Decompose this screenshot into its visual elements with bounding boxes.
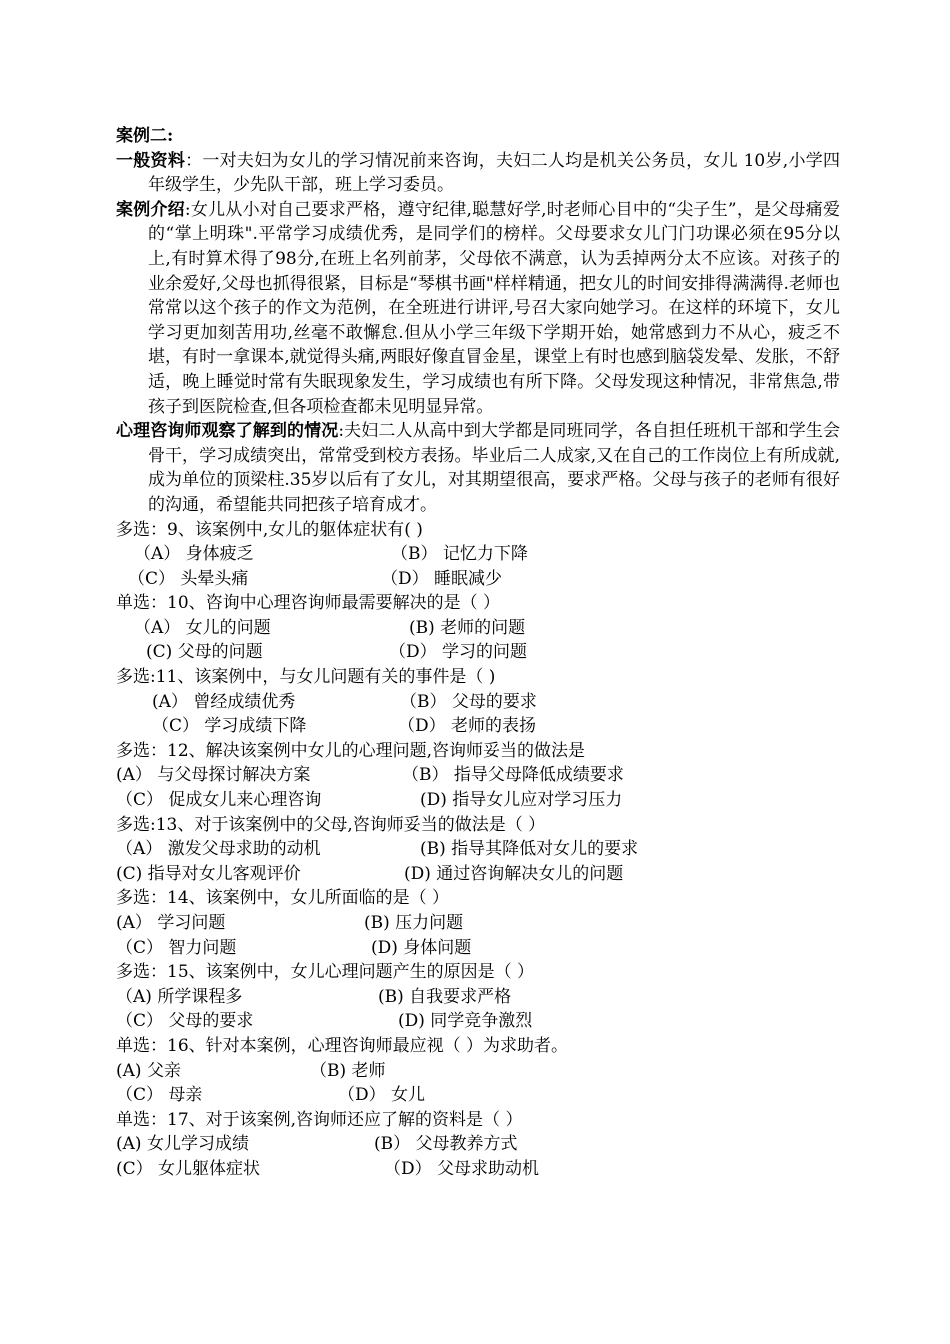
option-row (116, 837, 840, 862)
option-b: (B) 指导其降低对女儿的要求 (420, 839, 639, 860)
option-row (116, 542, 840, 567)
option-row (116, 763, 840, 788)
case-title: 案例二: (116, 126, 174, 146)
question-stem: 多选:11、该案例中，与女儿问题有关的事件是（ ) (116, 667, 496, 688)
observation-text: :夫妇二人从高中到大学都是同班同学，各自担任班机干部和学生会骨干，学习成绩突出，常常受到校方表扬。毕业后二人成家,又在自己的工作岗位上有所成就,成为单位的顶梁柱.35岁以后有了女儿，对其期望很高，要求严格。父母与孩子的老师有很好的沟通，希望能共同把孩子培育成才。 (148, 421, 840, 515)
general-info-paragraph (116, 149, 840, 198)
option-row (116, 936, 840, 961)
case-intro-paragraph (116, 198, 840, 419)
option-d: (D) 同学竞争激烈 (398, 1011, 533, 1032)
option-row (116, 616, 840, 641)
observation-paragraph (116, 419, 840, 517)
option-c: （C） 促成女儿来心理咨询 (116, 790, 322, 811)
option-a: （A） 身体疲乏 (134, 544, 254, 565)
option-row (116, 862, 840, 887)
case-intro-label: 案例介绍 (116, 199, 185, 220)
option-row (116, 985, 840, 1010)
option-row (116, 1132, 840, 1157)
question-stem: 单选：10、咨询中心理咨询师最需要解决的是（ ） (116, 593, 501, 614)
option-c: （C） 父母的要求 (116, 1011, 254, 1032)
option-b: （B) 老师 (310, 1060, 386, 1081)
case-intro-text: :女儿从小对自己要求严格，遵守纪律,聪慧好学,时老师心目中的“尖子生”，是父母痛爱的“掌上明珠".平常学习成绩优秀，是同学们的榜样。父母要求女儿门门功课必须在95分以上,有时算术得了98分,在班上名列前茅，父母依不满意，认为丢掉两分太不应该。对孩子的业余爱好,父母也抓得很紧，目标是“琴棋书画"样样精通，把女儿的时间安排得满满得.老师也常常以这个孩子的作文为范例，在全班进行讲评,号召大家向她学习。在这样的环境下，女儿学习更加刻苦用功,丝毫不敢懈怠.但从小学三年级下学期开始，她常感到力不从心，疲乏不堪，有时一拿课本,就觉得头痛,两眼好像直冒金星，课堂上有时也感到脑袋发晕、发胀，不舒适，晚上睡觉时常有失眠现象发生，学习成绩也有所下降。父母发现这种情况，非常焦急,带孩子到医院检查,但各项检查都未见明显异常。 (148, 199, 840, 417)
option-d: （D） 睡眠减少 (381, 568, 503, 589)
option-c: （C） 智力问题 (116, 937, 237, 958)
general-info-label: 一般资料 (116, 150, 186, 171)
question-stem: 多选：14、该案例中，女儿所面临的是（ ） (116, 888, 450, 909)
option-a: (A) 父亲 (116, 1060, 181, 1081)
option-d: （D） 父母求助动机 (384, 1158, 540, 1179)
question-stem: 多选:13、对于该案例中的父母,咨询师妥当的做法是（ ） (116, 814, 546, 835)
option-d: （D） 女儿 (338, 1085, 426, 1106)
option-b: (B) 自我要求严格 (378, 986, 512, 1007)
option-a: (A） 曾经成绩优秀 (152, 691, 296, 712)
option-row (116, 1157, 840, 1182)
option-row (116, 1059, 840, 1084)
option-d: （D） 老师的表扬 (398, 716, 537, 737)
general-info-text: ：一对夫妇为女儿的学习情况前来咨询，夫妇二人均是机关公务员，女儿 10岁,小学四年级学生，少先队干部，班上学习委员。 (148, 150, 840, 196)
question-stem: 多选：15、该案例中，女儿心理问题产生的原因是（ ） (116, 962, 535, 983)
option-b: （B） 记忆力下降 (391, 544, 528, 565)
option-c: (C) 指导对女儿客观评价 (116, 863, 301, 884)
option-c: (C) 父母的问题 (146, 642, 263, 663)
option-d: （D） 学习的问题 (389, 642, 528, 663)
question-stem: 多选：9、该案例中,女儿的躯体症状有( ) (116, 519, 423, 540)
option-row (116, 714, 840, 739)
option-b: (B) 压力问题 (364, 913, 464, 933)
option-b: (B） 父母教养方式 (374, 1134, 518, 1155)
document-page (116, 124, 840, 1182)
option-row (116, 690, 840, 715)
option-a: （A） 女儿的问题 (134, 617, 271, 638)
option-row (116, 1009, 840, 1034)
option-a: (A） 学习问题 (116, 913, 226, 933)
question-stem: 单选：17、对于该案例,咨询师还应了解的资料是（ ） (116, 1109, 523, 1130)
option-d: (D) 通过咨询解决女儿的问题 (404, 863, 624, 884)
option-a: (A） 与父母探讨解决方案 (116, 765, 311, 786)
option-a: （A） 激发父母求助的动机 (116, 839, 321, 860)
option-row (116, 640, 840, 665)
option-row (116, 567, 840, 592)
option-a: (A) 女儿学习成绩 (116, 1134, 249, 1155)
option-c: （C） 母亲 (116, 1085, 203, 1106)
option-c: （C） 学习成绩下降 (152, 716, 307, 737)
option-row (116, 1083, 840, 1108)
option-a: （A) 所学课程多 (116, 986, 243, 1007)
option-d: (D) 指导女儿应对学习压力 (420, 790, 623, 811)
option-row (116, 911, 840, 936)
option-b: (B) 老师的问题 (409, 617, 526, 638)
option-row (116, 788, 840, 813)
observation-label: 心理咨询师观察了解到的情况 (116, 421, 339, 442)
option-c: (C） 女儿躯体症状 (116, 1158, 261, 1179)
option-b: （B） 指导父母降低成绩要求 (402, 765, 624, 786)
question-stem: 单选：16、针对本案例，心理咨询师最应视（ ）为求助者。 (116, 1035, 569, 1056)
option-b: （B） 父母的要求 (400, 691, 537, 712)
option-c: （C） 头晕头痛 (128, 568, 249, 589)
question-stem: 多选：12、解决该案例中女儿的心理问题,咨询师妥当的做法是 (116, 740, 586, 761)
option-d: (D) 身体问题 (371, 937, 472, 958)
